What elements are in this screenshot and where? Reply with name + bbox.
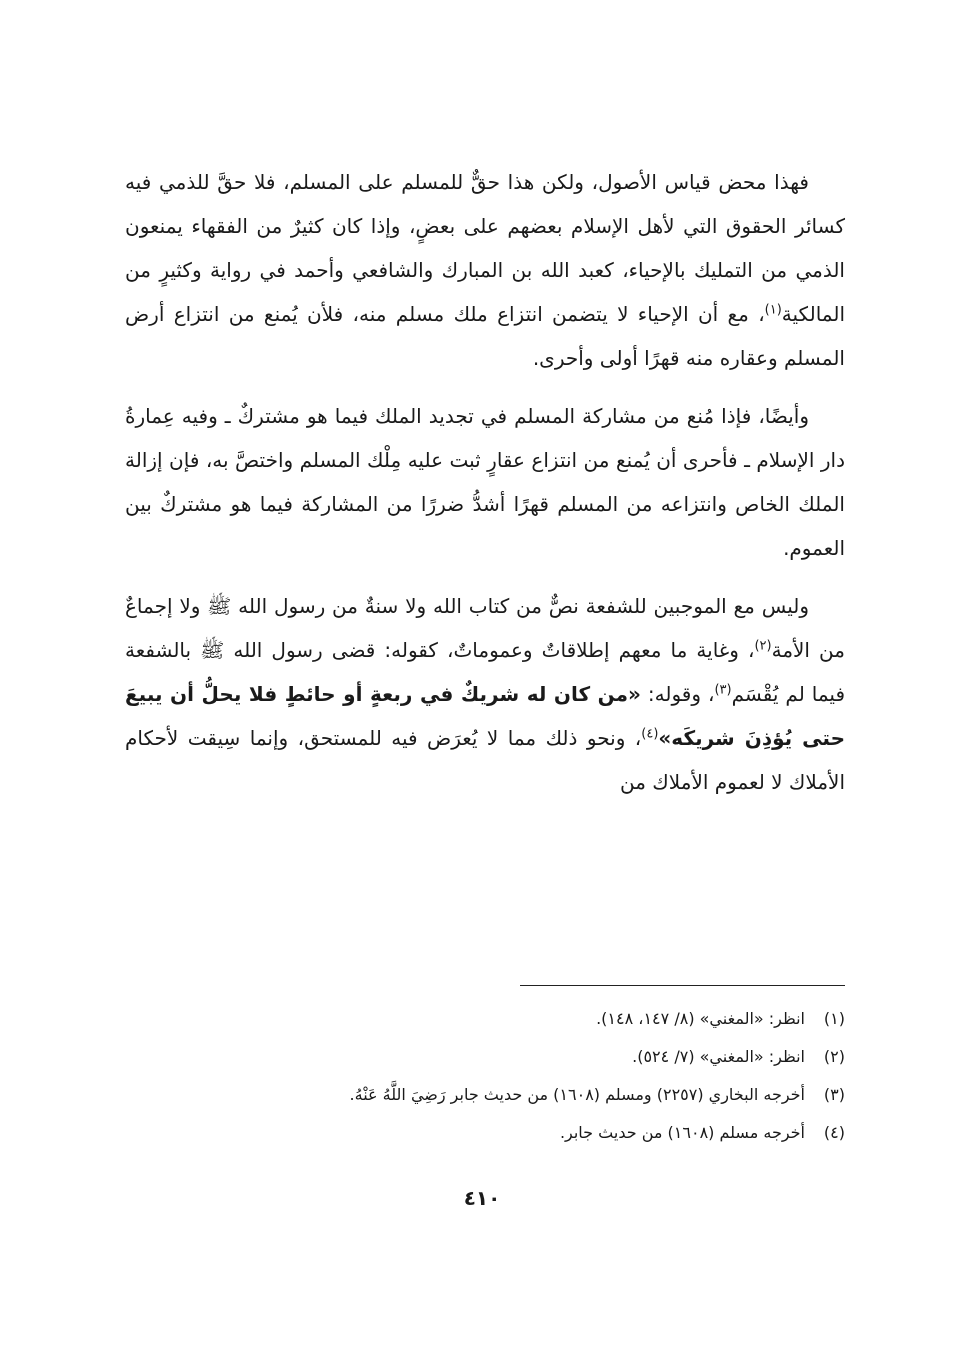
paragraph-text: وليس مع الموجبين للشفعة نصٌّ من كتاب الله ولا سنةٌ من رسول الله ﷺ ولا إجماعٌ من الأمة [125, 594, 845, 662]
hadith-quote: «من كان له شريكٌ في ربعةٍ أو حائطٍ فلا يحلُّ أن يبيعَ حتى يُؤذِنَ شريكَه» [125, 682, 845, 750]
paragraph-text: ، مع أن الإحياء لا يتضمن انتزاع ملك مسلم منه، فلأن يُمنع من انتزاع أرض المسلم وعقاره منه قهرًا أولى وأحرى. [125, 302, 845, 370]
footnote-item [125, 1076, 845, 1114]
footnote-reference-1[interactable]: (١) [764, 302, 782, 318]
paragraph-3 [125, 584, 845, 804]
footnote-text: أخرجه البخاري (٢٢٥٧) ومسلم (١٦٠٨) من حديث جابر رَضِيَ اللَّهُ عَنْهُ. [349, 1085, 805, 1104]
main-text-body [125, 160, 845, 818]
footnote-number: (٣) [823, 1085, 845, 1104]
paragraph-text: ، وغاية ما معهم إطلاقاتٌ وعموماتٌ، كقوله: قضى رسول الله ﷺ بالشفعة فيما لم يُقْسَم [125, 638, 845, 706]
footnote-item [125, 1000, 845, 1038]
footnote-number: (٤) [823, 1123, 845, 1142]
paragraph-1 [125, 160, 845, 380]
footnote-text: انظر: «المغني» (٨/ ١٤٧، ١٤٨). [596, 1009, 805, 1028]
footnote-item [125, 1114, 845, 1152]
footnote-text: انظر: «المغني» (٧/ ٥٢٤). [632, 1047, 805, 1066]
paragraph-text: ، ونحو ذلك مما لا يُعرَض فيه للمستحق، وإنما سِيقت لأحكام الأملاك لا لعموم الأملاك من [125, 726, 845, 794]
footnote-reference-2[interactable]: (٢) [754, 638, 772, 654]
footnote-text: أخرجه مسلم (١٦٠٨) من حديث جابر. [559, 1123, 805, 1142]
paragraph-text: وأيضًا، فإذا مُنع من مشاركة المسلم في تجديد الملك فيما هو مشتركٌ ـ وفيه عِمارةُ دار الإسلام ـ فأحرى أن يُمنع من انتزاع عقارٍ ثبت عليه مِلْك المسلم واختصَّ به، فإن إزالة الملك الخاص وانتزاعه من المسلم قهرًا أشدُّ ضررًا من المشاركة فيما هو مشتركٌ بين العموم. [125, 404, 845, 560]
footnotes-section [125, 1000, 845, 1152]
footnote-number: (٢) [823, 1047, 845, 1066]
footnote-reference-3[interactable]: (٣) [714, 682, 732, 698]
footnote-number: (١) [823, 1009, 845, 1028]
footnote-item [125, 1038, 845, 1076]
paragraph-text: ، وقوله: [640, 682, 715, 706]
paragraph-2 [125, 394, 845, 570]
paragraph-text: فهذا محض قياس الأصول، ولكن هذا حقٌّ للمسلم على المسلم، فلا حقَّ للذمي فيه كسائر الحقوق التي لأهل الإسلام بعضهم على بعضٍ، وإذا كان كثيرٌ من الفقهاء يمنعون الذمي من التمليك بالإحياء، كعبد الله بن المبارك والشافعي وأحمد في رواية وكثيرٍ من المالكية [125, 170, 845, 326]
page-number: ٤١٠ [463, 1186, 501, 1210]
footnote-reference-4[interactable]: (٤) [641, 726, 659, 742]
footnote-divider [520, 985, 845, 986]
